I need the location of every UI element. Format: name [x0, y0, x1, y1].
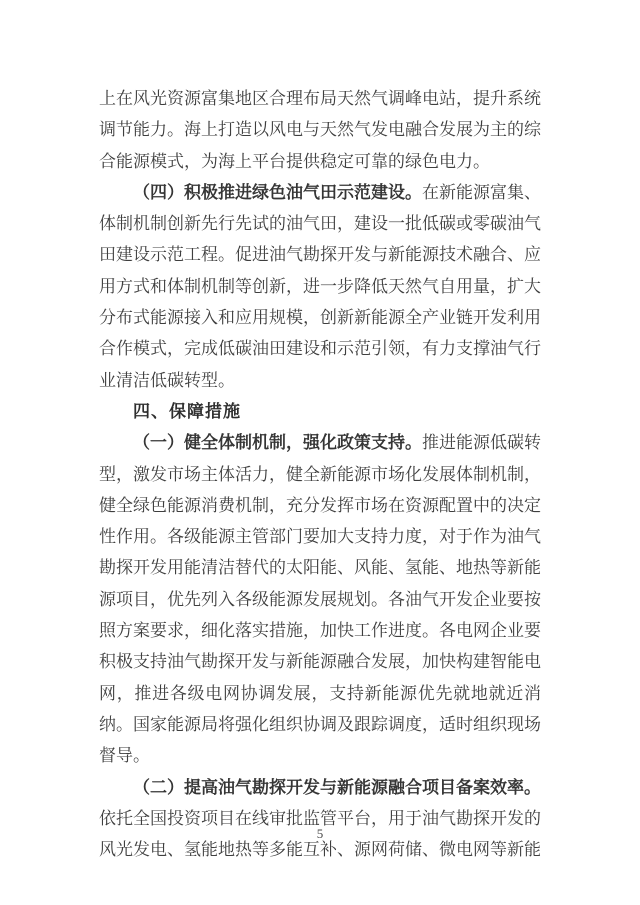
- paragraph: [99, 83, 541, 177]
- body-text: 在新能源富集、体制机制创新先行先试的油气田，建设一批低碳或零碳油气田建设示范工程。促进油气勘探开发与新能源技术融合、应用方式和体制机制等创新，进一步降低天然气自用量，扩大分布式能源接入和应用规模，创新新能源全产业链开发利用合作模式，完成低碳油田建设和示范引领，有力支撑油气行业清洁低碳转型。: [99, 182, 541, 390]
- emphasis-lead-text: （二）提高油气勘探开发与新能源融合项目备案效率。: [133, 777, 541, 797]
- page-number: 5: [316, 826, 324, 841]
- paragraph: [99, 177, 541, 396]
- paragraph: [99, 772, 541, 866]
- emphasis-lead-text: （四）积极推进绿色油气田示范建设。: [133, 182, 422, 202]
- document-body: [99, 83, 541, 865]
- section-heading: [99, 396, 541, 427]
- paragraph: [99, 427, 541, 771]
- body-text: 依托全国投资项目在线审批监管平台，用于油气勘探开发的风光发电、氢能地热等多能互补、源网荷储、微电网等新能: [99, 808, 541, 860]
- emphasis-lead-text: （一）健全体制机制，强化政策支持。: [133, 433, 422, 453]
- heading-text: 四、保障措施: [133, 401, 241, 421]
- body-text: 推进能源低碳转型，激发市场主体活力，健全新能源市场化发展体制机制，健全绿色能源消费机制，充分发挥市场在资源配置中的决定性作用。各级能源主管部门要加大支持力度，对于作为油气勘探开发用能清洁替代的太阳能、风能、氢能、地热等新能源项目，优先列入各级能源发展规划。各油气开发企业要按照方案要求，细化落实措施，加快工作进度。各电网企业要积极支持油气勘探开发与新能源融合发展，加快构建智能电网，推进各级电网协调发展，支持新能源优先就地就近消纳。国家能源局将强化组织协调及跟踪调度，适时组织现场督导。: [99, 433, 541, 766]
- body-text: 上在风光资源富集地区合理布局天然气调峰电站，提升系统调节能力。海上打造以风电与天然气发电融合发展为主的综合能源模式，为海上平台提供稳定可靠的绿色电力。: [99, 89, 541, 171]
